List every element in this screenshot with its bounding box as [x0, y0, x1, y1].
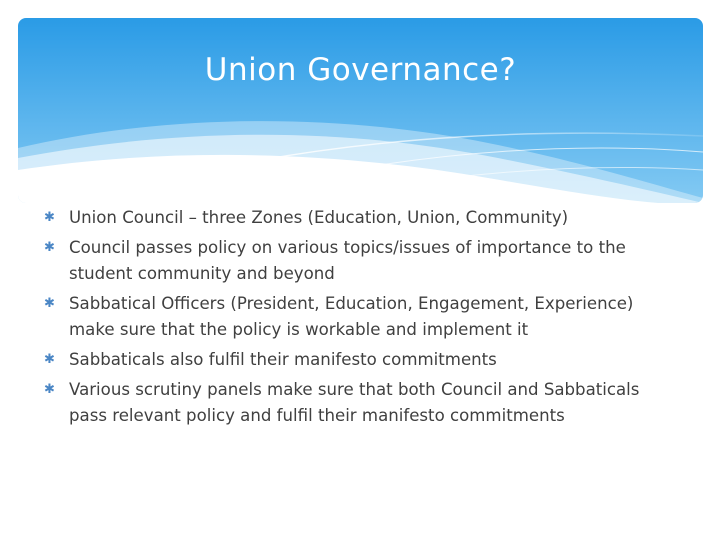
asterisk-bullet-icon: ✱ — [44, 210, 55, 225]
bullet-text: Union Council – three Zones (Education, Union, Community) — [69, 208, 569, 227]
asterisk-bullet-icon: ✱ — [44, 296, 55, 311]
bullet-item — [44, 235, 644, 287]
bullet-text: Various scrutiny panels make sure that both Council and Sabbaticals pass relevant policy and fulfil their manifesto commitments — [69, 380, 640, 425]
slide-title: Union Governance? — [204, 52, 517, 88]
bullet-item — [44, 347, 644, 373]
asterisk-bullet-icon: ✱ — [44, 352, 55, 367]
asterisk-bullet-icon: ✱ — [44, 240, 55, 255]
bullet-text: Sabbaticals also fulfil their manifesto commitments — [69, 350, 497, 369]
bullet-text: Council passes policy on various topics/issues of importance to the student community and beyond — [69, 238, 626, 283]
asterisk-bullet-icon: ✱ — [44, 382, 55, 397]
header-banner — [18, 18, 703, 203]
bullet-item — [44, 205, 644, 231]
bullet-text: Sabbatical Officers (President, Education, Engagement, Experience) make sure that the policy is workable and implement it — [69, 294, 634, 339]
header-background-graphic — [18, 18, 703, 203]
bullet-item — [44, 291, 644, 343]
bullet-list — [44, 205, 644, 433]
bullet-item — [44, 377, 644, 429]
